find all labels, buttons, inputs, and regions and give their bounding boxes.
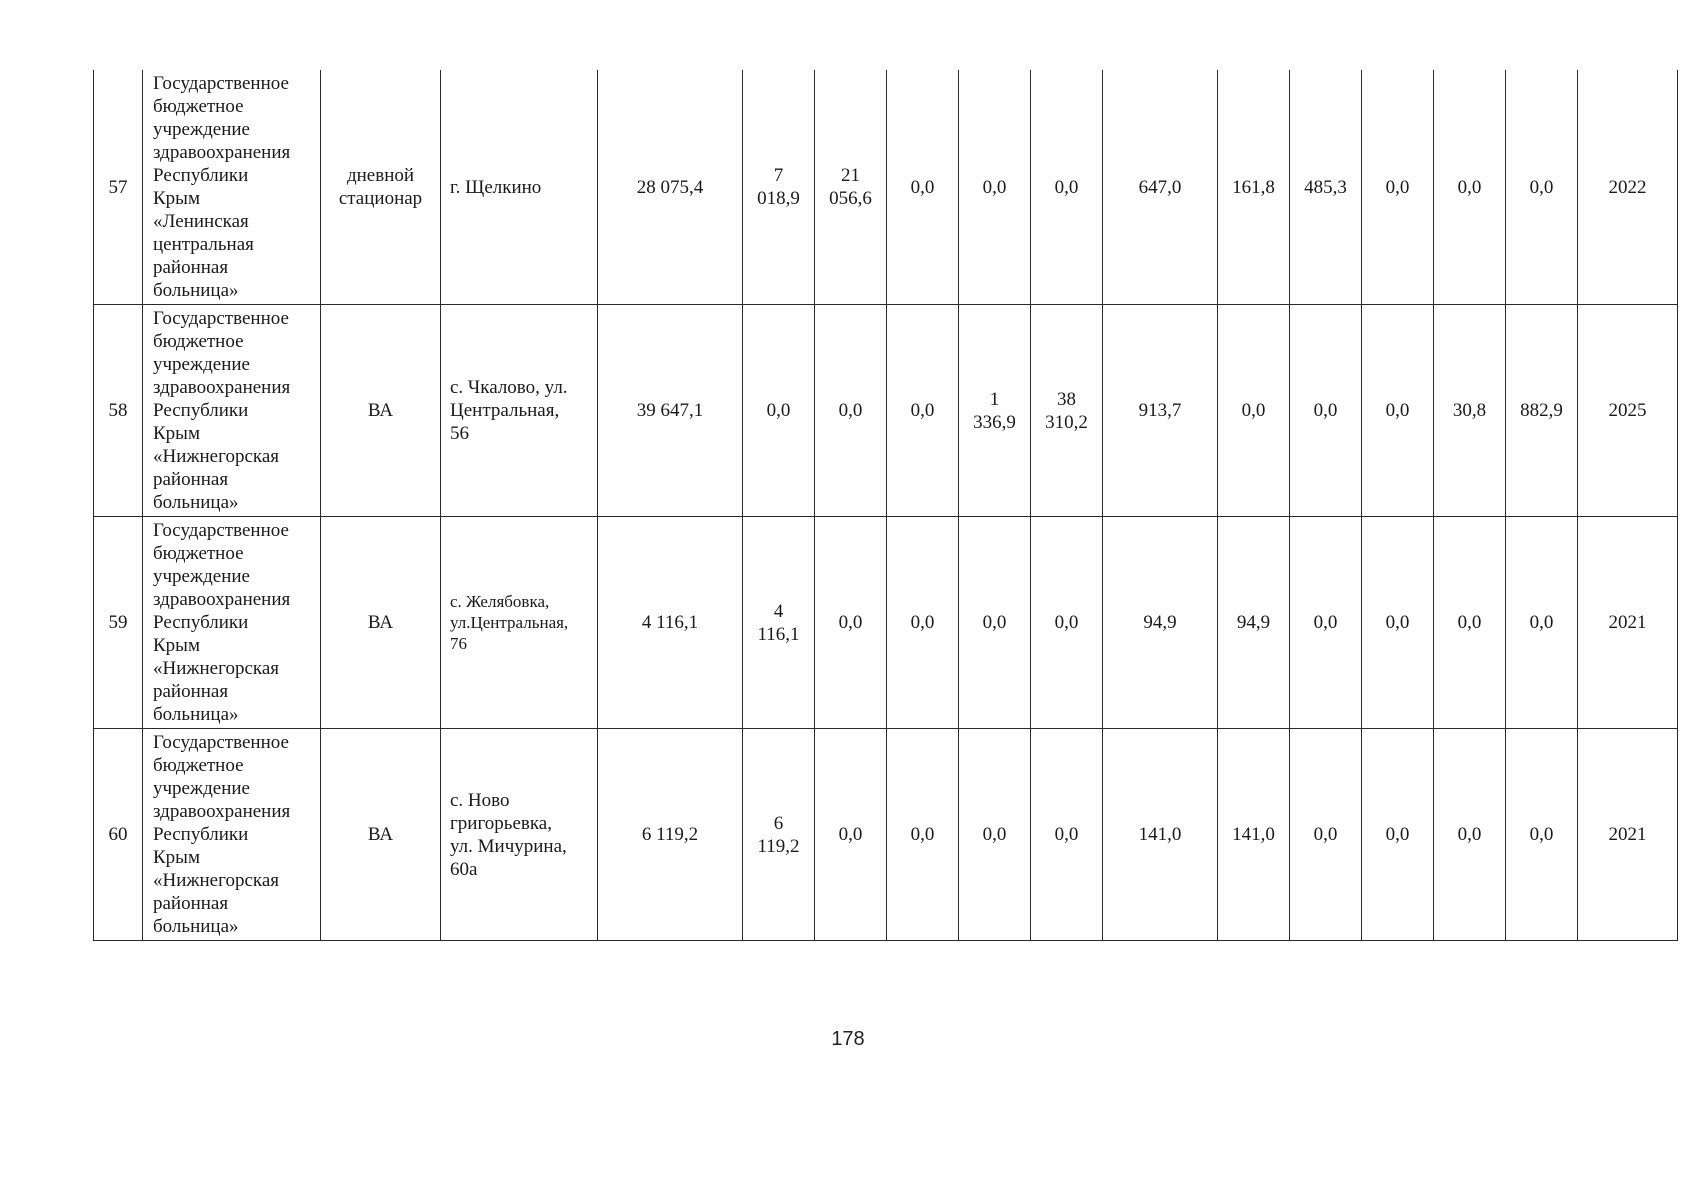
total-amount: 4 116,1 (598, 517, 743, 729)
sub-amount-col-2: 485,3 (1290, 70, 1362, 305)
completion-year: 2025 (1578, 305, 1678, 517)
sub-amount-col-3: 0,0 (1362, 305, 1434, 517)
facility-address: г. Щелкино (441, 70, 598, 305)
sub-amount-col-5: 0,0 (1506, 729, 1578, 941)
facility-address: с. Ново григорьевка, ул. Мичурина, 60а (441, 729, 598, 941)
sub-amount-col-2: 0,0 (1290, 517, 1362, 729)
amount-col-4: 1 336,9 (959, 305, 1031, 517)
table-row (94, 70, 1678, 305)
sub-amount-col-5: 0,0 (1506, 70, 1578, 305)
amount-col-3: 0,0 (887, 729, 959, 941)
facility-address: с. Желябовка, ул.Центральная, 76 (441, 517, 598, 729)
completion-year: 2021 (1578, 729, 1678, 941)
budget-table (93, 70, 1678, 941)
sub-total-amount: 94,9 (1103, 517, 1218, 729)
facility-type: ВА (321, 729, 441, 941)
total-amount: 6 119,2 (598, 729, 743, 941)
amount-col-3: 0,0 (887, 305, 959, 517)
sub-amount-col-3: 0,0 (1362, 729, 1434, 941)
amount-col-3: 0,0 (887, 70, 959, 305)
sub-amount-col-2: 0,0 (1290, 729, 1362, 941)
sub-amount-col-4: 30,8 (1434, 305, 1506, 517)
facility-type: ВА (321, 305, 441, 517)
sub-amount-col-4: 0,0 (1434, 70, 1506, 305)
amount-col-2: 0,0 (815, 305, 887, 517)
amount-col-5: 0,0 (1031, 517, 1103, 729)
sub-amount-col-2: 0,0 (1290, 305, 1362, 517)
organization-name: Государственное бюджетное учреждение здравоохранения Республики Крым «Нижнегорская районная больница» (143, 517, 321, 729)
amount-col-4: 0,0 (959, 729, 1031, 941)
amount-col-5: 38 310,2 (1031, 305, 1103, 517)
amount-col-1: 7 018,9 (743, 70, 815, 305)
amount-col-1: 4 116,1 (743, 517, 815, 729)
row-number: 57 (94, 70, 143, 305)
amount-col-1: 6 119,2 (743, 729, 815, 941)
page-number: 178 (831, 1028, 865, 1050)
sub-amount-col-1: 94,9 (1218, 517, 1290, 729)
total-amount: 28 075,4 (598, 70, 743, 305)
facility-type: ВА (321, 517, 441, 729)
amount-col-1: 0,0 (743, 305, 815, 517)
amount-col-2: 0,0 (815, 729, 887, 941)
completion-year: 2022 (1578, 70, 1678, 305)
amount-col-2: 21 056,6 (815, 70, 887, 305)
sub-total-amount: 647,0 (1103, 70, 1218, 305)
sub-amount-col-5: 882,9 (1506, 305, 1578, 517)
sub-amount-col-4: 0,0 (1434, 517, 1506, 729)
amount-col-4: 0,0 (959, 70, 1031, 305)
row-number: 59 (94, 517, 143, 729)
amount-col-5: 0,0 (1031, 70, 1103, 305)
amount-col-2: 0,0 (815, 517, 887, 729)
completion-year: 2021 (1578, 517, 1678, 729)
amount-col-4: 0,0 (959, 517, 1031, 729)
sub-amount-col-5: 0,0 (1506, 517, 1578, 729)
sub-amount-col-1: 141,0 (1218, 729, 1290, 941)
facility-address: с. Чкалово, ул. Центральная, 56 (441, 305, 598, 517)
sub-amount-col-4: 0,0 (1434, 729, 1506, 941)
facility-type: дневной стационар (321, 70, 441, 305)
sub-amount-col-3: 0,0 (1362, 517, 1434, 729)
sub-amount-col-1: 161,8 (1218, 70, 1290, 305)
table-row (94, 305, 1678, 517)
organization-name: Государственное бюджетное учреждение здравоохранения Республики Крым «Нижнегорская районная больница» (143, 729, 321, 941)
table-row (94, 729, 1678, 941)
amount-col-5: 0,0 (1031, 729, 1103, 941)
organization-name: Государственное бюджетное учреждение здравоохранения Республики Крым «Нижнегорская районная больница» (143, 305, 321, 517)
sub-amount-col-1: 0,0 (1218, 305, 1290, 517)
amount-col-3: 0,0 (887, 517, 959, 729)
organization-name: Государственное бюджетное учреждение здравоохранения Республики Крым «Ленинская центральная районная больница» (143, 70, 321, 305)
row-number: 60 (94, 729, 143, 941)
total-amount: 39 647,1 (598, 305, 743, 517)
table-row (94, 517, 1678, 729)
sub-total-amount: 913,7 (1103, 305, 1218, 517)
sub-total-amount: 141,0 (1103, 729, 1218, 941)
sub-amount-col-3: 0,0 (1362, 70, 1434, 305)
row-number: 58 (94, 305, 143, 517)
